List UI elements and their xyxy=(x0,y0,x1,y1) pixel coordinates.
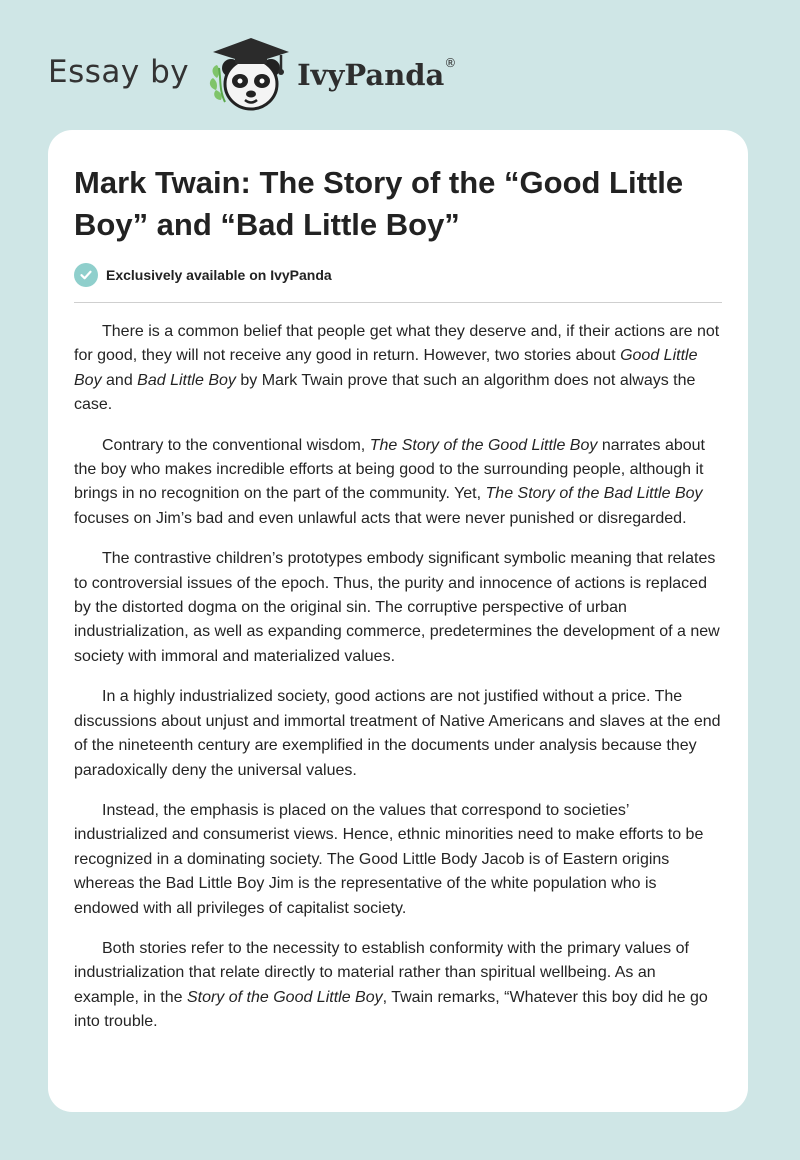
paragraph xyxy=(74,937,724,1035)
paragraph xyxy=(74,320,724,418)
italic-text: Good Little Boy xyxy=(74,347,698,389)
check-circle-icon xyxy=(74,263,98,287)
essay-by-label: Essay by xyxy=(48,54,190,90)
divider xyxy=(74,302,722,303)
text-run: There is a common belief that people get what they deserve and, if their actions are not for good, they will not receive any good in return. However, two stories about xyxy=(74,323,720,365)
text-run: In a highly industrialized society, good actions are not justified without a price. The discussions about unjust and immortal treatment of Native Americans and slaves at the end of the nineteenth century are exemplified in the documents under analysis because they paradoxically deny the universal values. xyxy=(74,688,721,779)
text-run: and xyxy=(101,371,138,389)
italic-text: Bad Little Boy xyxy=(137,371,236,389)
text-run: Contrary to the conventional wisdom, xyxy=(102,436,370,454)
text-run: narrates about the boy who makes incredible efforts at being good to the surrounding people, although it brings in no recognition on the part of the community. Yet, xyxy=(74,436,705,503)
panda-logo-icon[interactable] xyxy=(207,34,295,114)
paragraph xyxy=(74,434,724,532)
article-card xyxy=(48,130,748,1112)
paragraph xyxy=(74,547,724,669)
text-run: by Mark Twain prove that such an algorithm does not always the case. xyxy=(74,371,696,414)
exclusive-label: Exclusively available on IvyPanda xyxy=(106,267,332,283)
registered-mark: ® xyxy=(444,56,457,70)
paragraph xyxy=(74,799,724,921)
italic-text: The Story of the Good Little Boy xyxy=(369,436,598,454)
paragraph xyxy=(74,685,724,783)
site-header xyxy=(48,34,456,114)
brand-name[interactable]: IvyPanda® xyxy=(297,56,457,92)
text-run: Instead, the emphasis is placed on the values that correspond to societies’ industrialized and consumerist views. Hence, ethnic minorities need to make efforts to be recognized in a dominating society. The Good Little Body Jacob is of Eastern origins whereas the Bad Little Boy Jim is the representative of the white population who is endowed with all privileges of capitalist society. xyxy=(74,801,704,917)
exclusive-badge xyxy=(74,263,332,287)
text-run: Both stories refer to the necessity to establish conformity with the primary values of industrialization that relate directly to material rather than spiritual wellbeing. As an example, in the xyxy=(74,939,689,1006)
article-title: Mark Twain: The Story of the “Good Little Boy” and “Bad Little Boy” xyxy=(74,165,684,242)
text-run: The contrastive children’s prototypes embody significant symbolic meaning that relates to controversial issues of the epoch. Thus, the purity and innocence of actions is replaced by the distorted dogma on the original sin. The corruptive perspective of urban industrialization, as well as expanding commerce, predetermines the development of a new society with immoral and materialized values. xyxy=(74,550,720,665)
italic-text: Story of the Good Little Boy xyxy=(186,988,383,1006)
text-run: focuses on Jim’s bad and even unlawful acts that were never punished or disregarded. xyxy=(74,509,687,527)
text-run: , Twain remarks, “Whatever this boy did he go into trouble. xyxy=(74,988,708,1031)
article-body xyxy=(74,320,724,1051)
italic-text: The Story of the Bad Little Boy xyxy=(485,485,703,503)
